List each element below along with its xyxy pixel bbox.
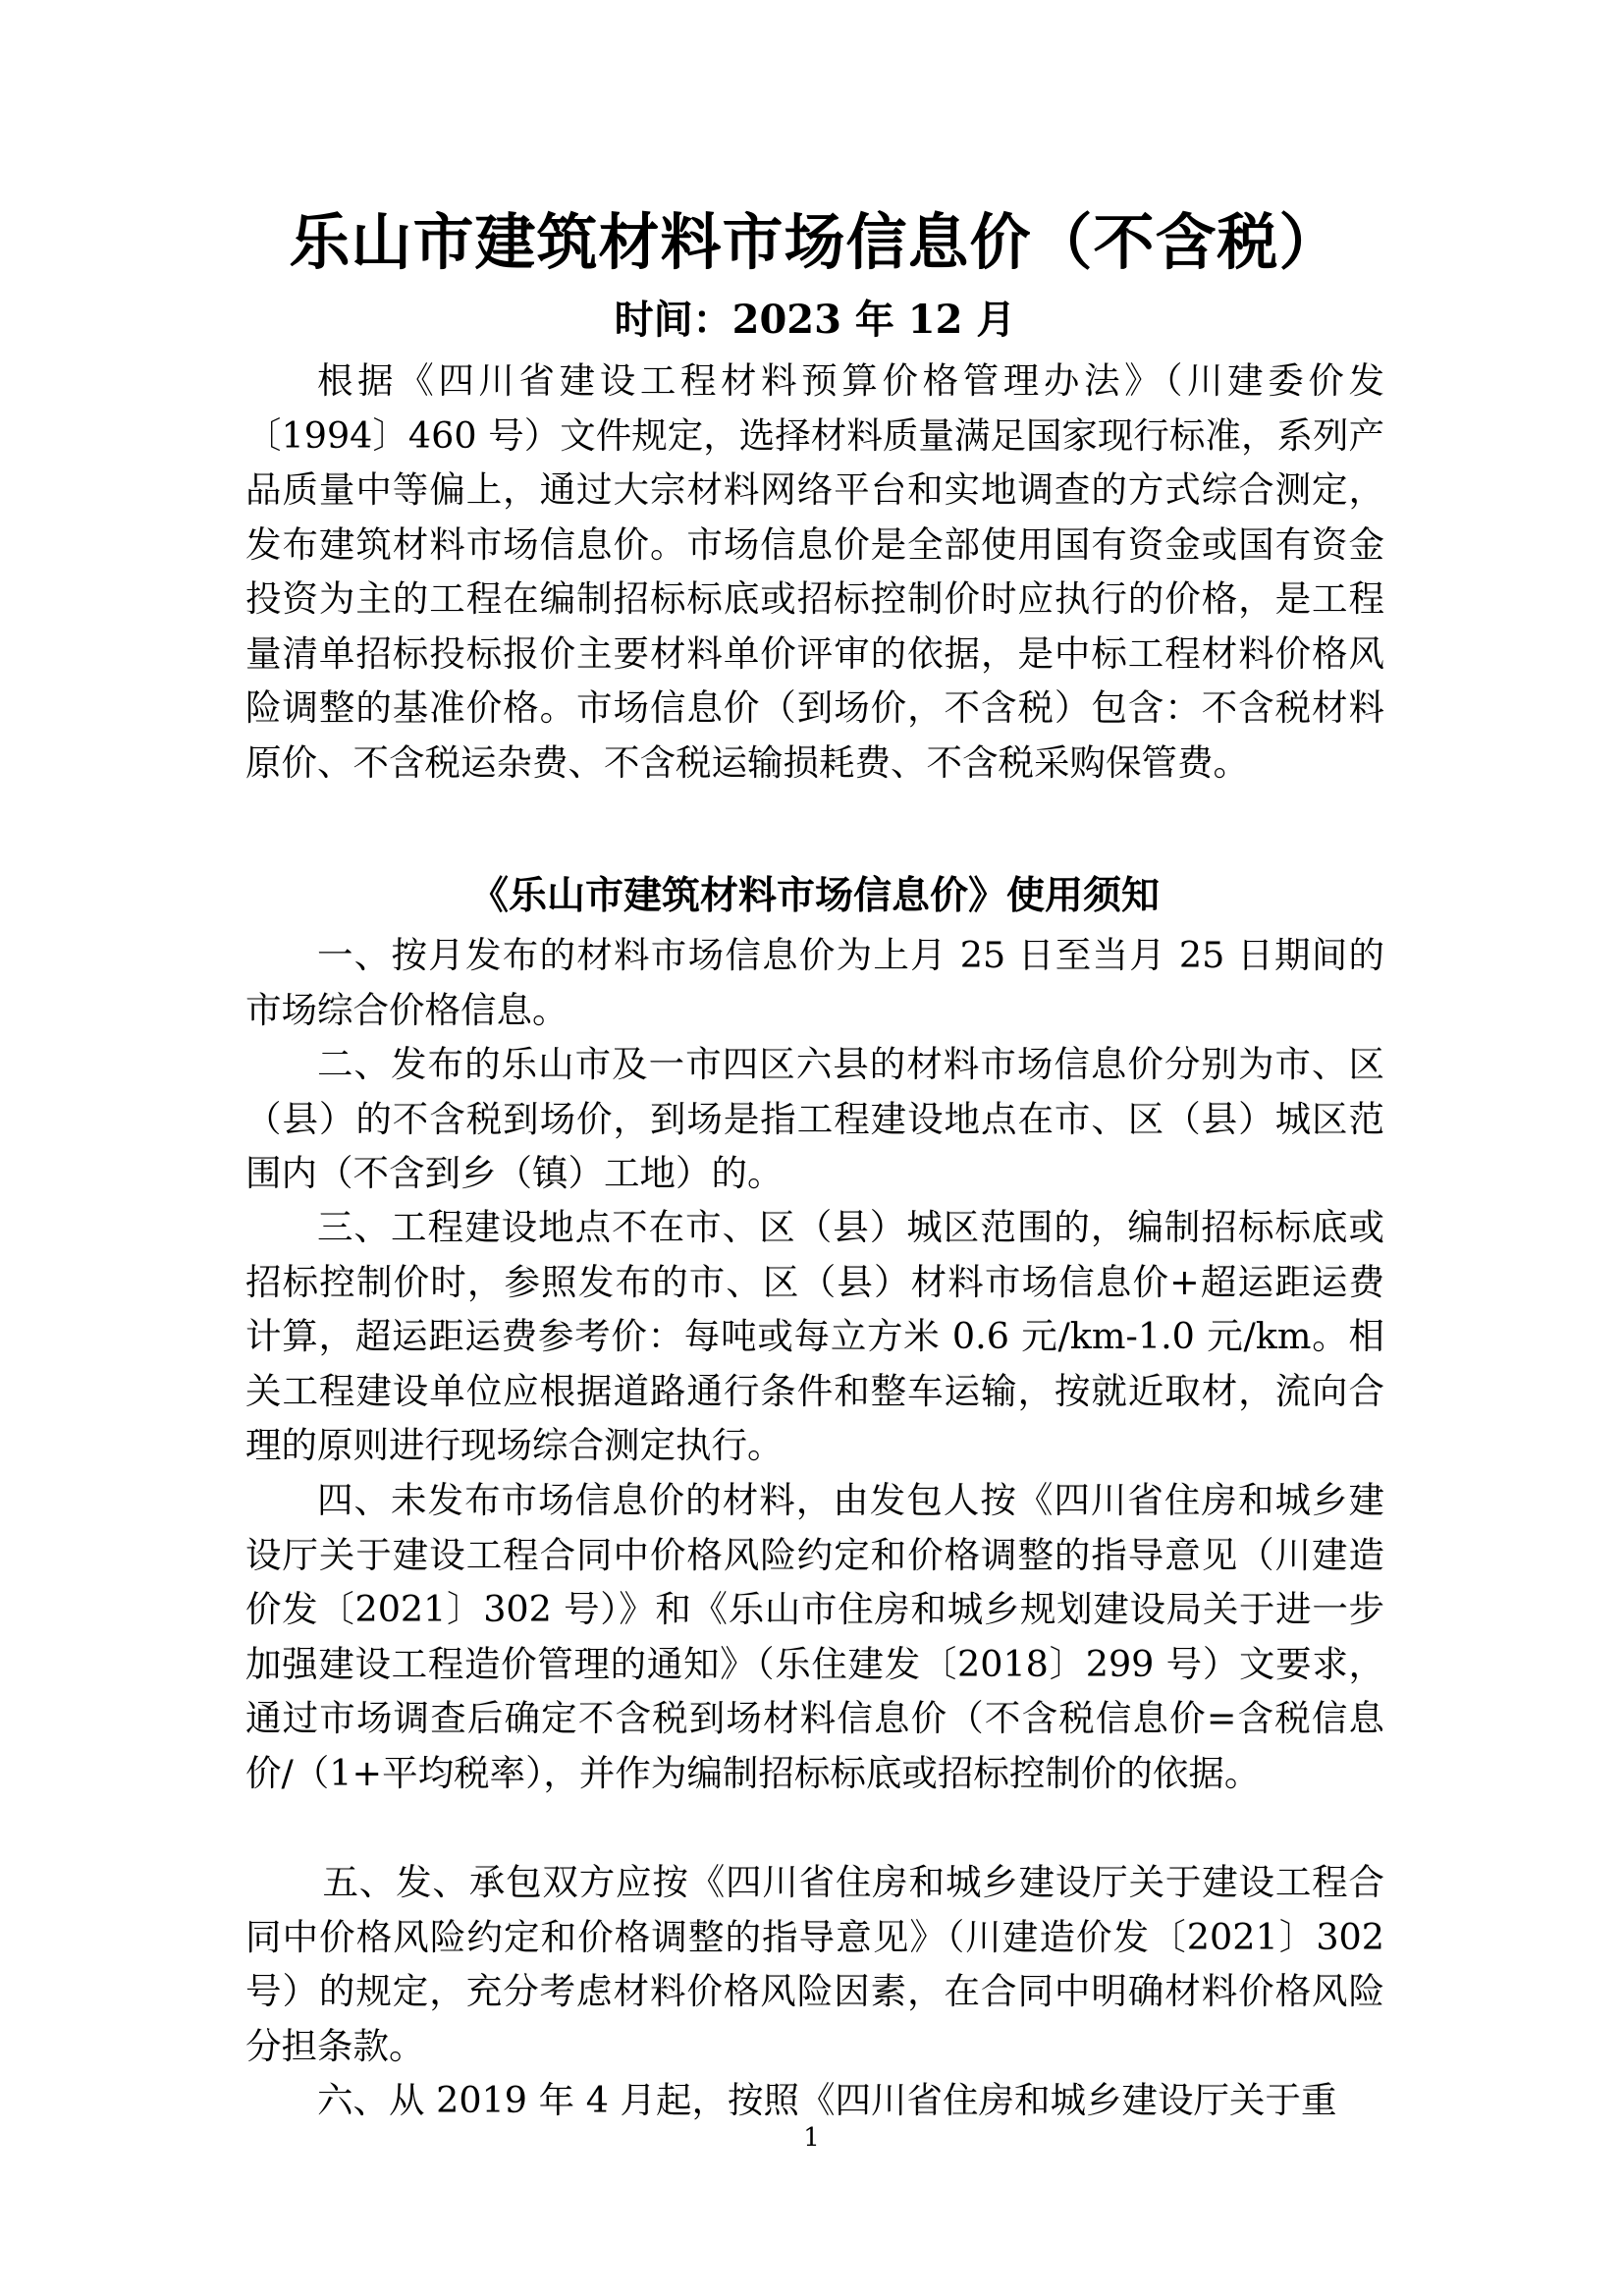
page-number: 1 bbox=[803, 2123, 820, 2153]
notice-heading: 《乐山市建筑材料市场信息价》使用须知 bbox=[469, 873, 1160, 918]
document-title: 乐山市建筑材料市场信息价（不含税） bbox=[289, 206, 1341, 278]
notice-item-2: 二、发布的乐山市及一市四区六县的材料市场信息价分别为市、区（县）的不含税到场价，到场是指工程建设地点在市、区（县）城区范围内（不含到乡（镇）工地）的。 bbox=[245, 1043, 1384, 1194]
notice-item-5: 五、发、承包双方应按《四川省住房和城乡建设厅关于建设工程合同中价格风险约定和价格调整的指导意见》（川建造价发〔2021〕302 号）的规定，充分考虑材料价格风险因素，在合同中明确材料价格风险分担条款。 bbox=[245, 1861, 1384, 2067]
notice-item-1: 一、按月发布的材料市场信息价为上月 25 日至当月 25 日期间的市场综合价格信息。 bbox=[245, 934, 1384, 1031]
notice-item-6: 六、从 2019 年 4 月起，按照《四川省住房和城乡建设厅关于重 bbox=[317, 2079, 1337, 2121]
notice-item-3: 三、工程建设地点不在市、区（县）城区范围的，编制招标标底或招标控制价时，参照发布的市、区（县）材料市场信息价+超运距运费计算，超运距运费参考价：每吨或每立方米 0.6 元/km-1.0 元/km。相关工程建设单位应根据道路通行条件和整车运输，按就近取材，流向合理的原则进行现场综合测定执行。 bbox=[245, 1206, 1384, 1466]
notice-item-4: 四、未发布市场信息价的材料，由发包人按《四川省住房和城乡建设厅关于建设工程合同中价格风险约定和价格调整的指导意见（川建造价发〔2021〕302 号）》和《乐山市住房和城乡规划建设局关于进一步加强建设工程造价管理的通知》（乐住建发〔2018〕299 号）文要求，通过市场调查后确定不含税到场材料信息价（不含税信息价=含税信息价/（1+平均税率），并作为编制招标标底或招标控制价的依据。 bbox=[245, 1479, 1384, 1794]
document-date: 时间：2023 年 12 月 bbox=[614, 297, 1016, 343]
intro-paragraph: 根据《四川省建设工程材料预算价格管理办法》（川建委价发〔1994〕460 号）文件规定，选择材料质量满足国家现行标准，系列产品质量中等偏上，通过大宗材料网络平台和实地调查的方式综合测定，发布建筑材料市场信息价。市场信息价是全部使用国有资金或国有资金投资为主的工程在编制招标标底或招标控制价时应执行的价格，是工程量清单招标投标报价主要材料单价评审的依据，是中标工程材料价格风险调整的基准价格。市场信息价（到场价，不含税）包含：不含税材料原价、不含税运杂费、不含税运输损耗费、不含税采购保管费。 bbox=[245, 359, 1384, 784]
